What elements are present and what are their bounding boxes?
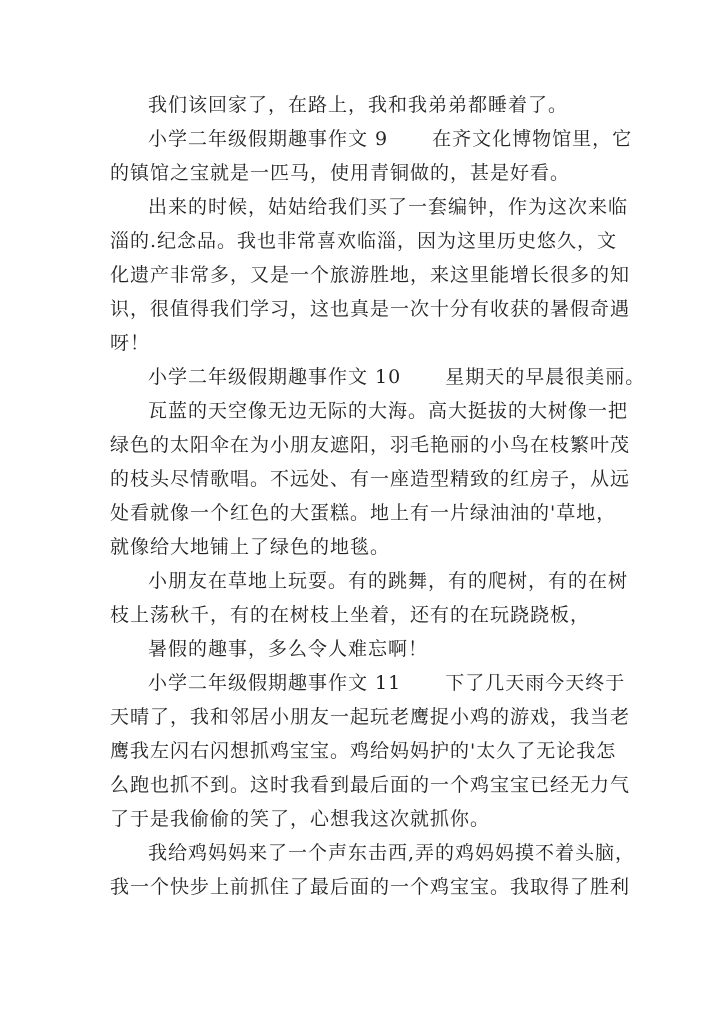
essay-heading: 小学二年级假期趣事作文 10: [148, 366, 402, 388]
text-line: 的镇馆之宝就是一匹马，使用青铜做的，甚是好看。: [110, 162, 571, 184]
text-line: 就像给大地铺上了绿色的地毯。: [110, 536, 391, 558]
essay-heading-line: [110, 122, 633, 156]
text-line: 天晴了，我和邻居小朋友一起玩老鹰捉小鸡的游戏，我当老: [110, 706, 631, 728]
text-line: 淄的.纪念品。我也非常喜欢临淄，因为这里历史悠久，文: [110, 230, 618, 252]
text-line: 处看就像一个红色的大蛋糕。地上有一片绿油油的'草地，: [110, 502, 617, 524]
text-line: 化遗产非常多，又是一个旅游胜地，来这里能增长很多的知: [110, 264, 631, 286]
text-line: 枝上荡秋千，有的在树枝上坐着，还有的在玩跷跷板，: [110, 604, 591, 626]
text-line: 小朋友在草地上玩耍。有的跳舞，有的爬树，有的在树: [148, 570, 629, 592]
text-line: 出来的时候，姑姑给我们买了一套编钟，作为这次来临: [148, 196, 629, 218]
text-line: 识，很值得我们学习，这也真是一次十分有收获的暑假奇遇: [110, 298, 631, 320]
text-segment: 下了几天雨今天终于: [445, 672, 626, 694]
text-segment: 星期天的早晨很美丽。: [445, 366, 646, 388]
text-line: 鹰我左闪右闪想抓鸡宝宝。鸡给妈妈护的'太久了无论我怎: [110, 740, 617, 762]
text-line: 了于是我偷偷的笑了，心想我这次就抓你。: [110, 808, 491, 830]
text-line: 我一个快步上前抓住了最后面的一个鸡宝宝。我取得了胜利: [110, 876, 631, 898]
text-line: 呀！: [110, 332, 151, 354]
document-body: [110, 88, 646, 904]
text-segment: 在齐文化博物馆里，它: [432, 128, 633, 150]
text-line: 么跑也抓不到。这时我看到最后面的一个鸡宝宝已经无力气: [110, 774, 631, 796]
essay-heading-line: [110, 666, 630, 700]
text-line: 我们该回家了，在路上，我和我弟弟都睡着了。: [148, 94, 569, 116]
essay-heading-line: [110, 360, 646, 394]
text-line: 我给鸡妈妈来了一个声东击西,弄的鸡妈妈摸不着头脑，: [148, 842, 636, 864]
essay-heading: 小学二年级假期趣事作文 9: [148, 128, 389, 150]
essay-heading: 小学二年级假期趣事作文 11: [148, 672, 402, 694]
text-line: 瓦蓝的天空像无边无际的大海。高大挺拔的大树像一把: [148, 400, 629, 422]
text-line: 的枝头尽情歌唱。不远处、有一座造型精致的红房子，从远: [110, 468, 631, 490]
text-line: 绿色的太阳伞在为小朋友遮阳，羽毛艳丽的小鸟在枝繁叶茂: [110, 434, 631, 456]
text-line: 暑假的趣事，多么令人难忘啊！: [148, 638, 429, 660]
